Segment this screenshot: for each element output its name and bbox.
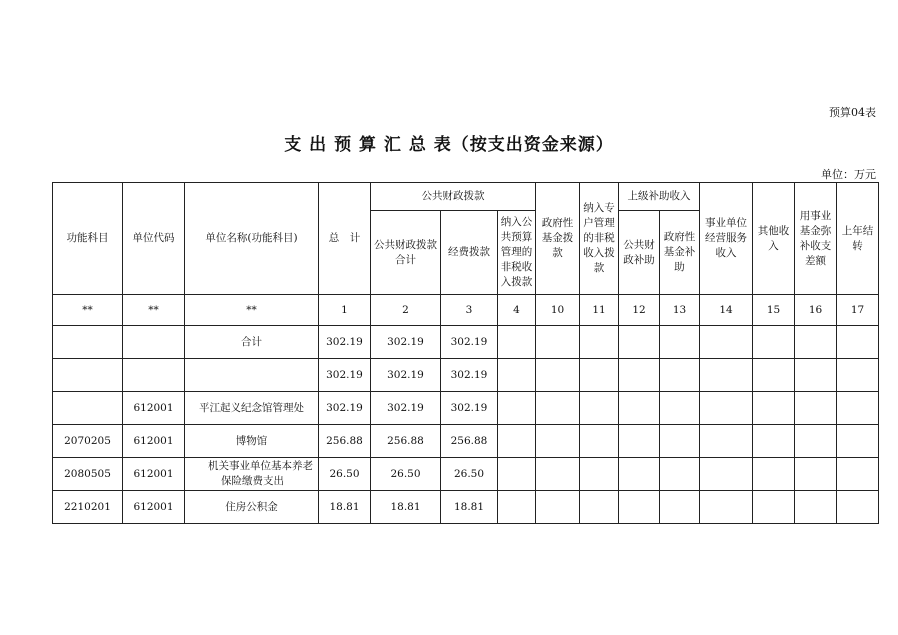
func-code-cell: 2210201: [53, 491, 123, 524]
empty-cell: [660, 392, 700, 425]
unit-code-cell: 612001: [123, 425, 185, 458]
table-row: [53, 458, 879, 491]
col-number: **: [123, 295, 185, 326]
empty-cell: [837, 491, 879, 524]
unit-code-cell: [123, 359, 185, 392]
empty-cell: [795, 392, 837, 425]
pf-total-cell: 302.19: [371, 359, 441, 392]
empty-cell: [619, 491, 660, 524]
header-sub-gov-fund: 政府性基金补助: [660, 211, 700, 295]
funding-cell: 302.19: [441, 359, 498, 392]
empty-cell: [536, 458, 580, 491]
empty-cell: [700, 392, 753, 425]
empty-cell: [700, 458, 753, 491]
empty-cell: [498, 491, 536, 524]
unit-name-cell: 合计: [185, 326, 319, 359]
unit-name-cell: 住房公积金: [185, 491, 319, 524]
unit-name-cell: [185, 359, 319, 392]
empty-cell: [795, 458, 837, 491]
col-number: 10: [536, 295, 580, 326]
empty-cell: [753, 425, 795, 458]
col-number: 3: [441, 295, 498, 326]
empty-cell: [753, 491, 795, 524]
empty-cell: [795, 326, 837, 359]
empty-cell: [580, 392, 619, 425]
empty-cell: [753, 458, 795, 491]
header-sub-public: 公共财政补助: [619, 211, 660, 295]
funding-cell: 26.50: [441, 458, 498, 491]
table-row: [53, 491, 879, 524]
pf-total-cell: 26.50: [371, 458, 441, 491]
total-cell: 256.88: [319, 425, 371, 458]
table-row: [53, 359, 879, 392]
empty-cell: [536, 491, 580, 524]
empty-cell: [498, 392, 536, 425]
unit-code-cell: [123, 326, 185, 359]
empty-cell: [837, 458, 879, 491]
col-number: 14: [700, 295, 753, 326]
unit-label: 单位：万元: [821, 168, 876, 181]
column-number-row: [53, 295, 879, 326]
col-number: 17: [837, 295, 879, 326]
funding-cell: 302.19: [441, 392, 498, 425]
empty-cell: [660, 425, 700, 458]
func-code-cell: 2080505: [53, 458, 123, 491]
empty-cell: [580, 326, 619, 359]
header-pf-total: 公共财政拨款合计: [371, 211, 441, 295]
empty-cell: [498, 458, 536, 491]
total-cell: 18.81: [319, 491, 371, 524]
header-special-nontax: 纳入专户管理的非税收入拨款: [580, 183, 619, 295]
header-total: 总 计: [319, 183, 371, 295]
header-other-income: 其他收入: [753, 183, 795, 295]
empty-cell: [795, 425, 837, 458]
empty-cell: [837, 359, 879, 392]
pf-total-cell: 18.81: [371, 491, 441, 524]
form-code: 预算04表: [829, 106, 876, 119]
header-biz-income: 事业单位经营服务收入: [700, 183, 753, 295]
table-row: [53, 425, 879, 458]
func-code-cell: [53, 359, 123, 392]
empty-cell: [795, 491, 837, 524]
col-number: 2: [371, 295, 441, 326]
func-code-cell: 2070205: [53, 425, 123, 458]
empty-cell: [580, 491, 619, 524]
empty-cell: [660, 458, 700, 491]
header-unit-name: 单位名称(功能科目): [185, 183, 319, 295]
empty-cell: [619, 359, 660, 392]
header-func-subject: 功能科目: [53, 183, 123, 295]
func-code-cell: [53, 326, 123, 359]
col-number: 11: [580, 295, 619, 326]
empty-cell: [536, 359, 580, 392]
col-number: 12: [619, 295, 660, 326]
header-row-1: [53, 183, 879, 211]
empty-cell: [536, 425, 580, 458]
header-superior-subsidy: 上级补助收入: [619, 183, 700, 211]
unit-code-cell: 612001: [123, 458, 185, 491]
unit-code-cell: 612001: [123, 392, 185, 425]
empty-cell: [619, 392, 660, 425]
col-number: 4: [498, 295, 536, 326]
header-public-finance: 公共财政拨款: [371, 183, 536, 211]
col-number: 13: [660, 295, 700, 326]
empty-cell: [700, 491, 753, 524]
empty-cell: [498, 326, 536, 359]
empty-cell: [660, 491, 700, 524]
empty-cell: [580, 425, 619, 458]
funding-cell: 256.88: [441, 425, 498, 458]
page-title: 支 出 预 算 汇 总 表（按支出资金来源）: [284, 135, 614, 155]
empty-cell: [580, 458, 619, 491]
unit-name-cell: 平江起义纪念馆管理处: [185, 392, 319, 425]
empty-cell: [837, 326, 879, 359]
empty-cell: [700, 425, 753, 458]
empty-cell: [837, 425, 879, 458]
funding-cell: 18.81: [441, 491, 498, 524]
header-gov-fund: 政府性基金拨款: [536, 183, 580, 295]
empty-cell: [795, 359, 837, 392]
col-number: **: [185, 295, 319, 326]
unit-name-cell: 博物馆: [185, 425, 319, 458]
funding-cell: 302.19: [441, 326, 498, 359]
header-funding: 经费拨款: [441, 211, 498, 295]
empty-cell: [837, 392, 879, 425]
header-last-year: 上年结转: [837, 183, 879, 295]
col-number: 15: [753, 295, 795, 326]
col-number: 1: [319, 295, 371, 326]
table-row: [53, 326, 879, 359]
expenditure-summary-table: [52, 182, 879, 524]
col-number: **: [53, 295, 123, 326]
empty-cell: [619, 326, 660, 359]
header-biz-fund: 用事业基金弥补收支差额: [795, 183, 837, 295]
empty-cell: [619, 458, 660, 491]
pf-total-cell: 256.88: [371, 425, 441, 458]
empty-cell: [498, 425, 536, 458]
empty-cell: [580, 359, 619, 392]
header-unit-code: 单位代码: [123, 183, 185, 295]
col-number: 16: [795, 295, 837, 326]
empty-cell: [700, 326, 753, 359]
total-cell: 302.19: [319, 392, 371, 425]
unit-name-cell: 机关事业单位基本养老保险缴费支出: [185, 458, 319, 491]
empty-cell: [498, 359, 536, 392]
empty-cell: [660, 359, 700, 392]
empty-cell: [660, 326, 700, 359]
empty-cell: [619, 425, 660, 458]
func-code-cell: [53, 392, 123, 425]
empty-cell: [753, 392, 795, 425]
table-row: [53, 392, 879, 425]
empty-cell: [536, 326, 580, 359]
total-cell: 302.19: [319, 326, 371, 359]
empty-cell: [700, 359, 753, 392]
pf-total-cell: 302.19: [371, 326, 441, 359]
total-cell: 26.50: [319, 458, 371, 491]
total-cell: 302.19: [319, 359, 371, 392]
empty-cell: [536, 392, 580, 425]
pf-total-cell: 302.19: [371, 392, 441, 425]
empty-cell: [753, 326, 795, 359]
unit-code-cell: 612001: [123, 491, 185, 524]
empty-cell: [753, 359, 795, 392]
header-nontax: 纳入公共预算管理的非税收入拨款: [498, 211, 536, 295]
